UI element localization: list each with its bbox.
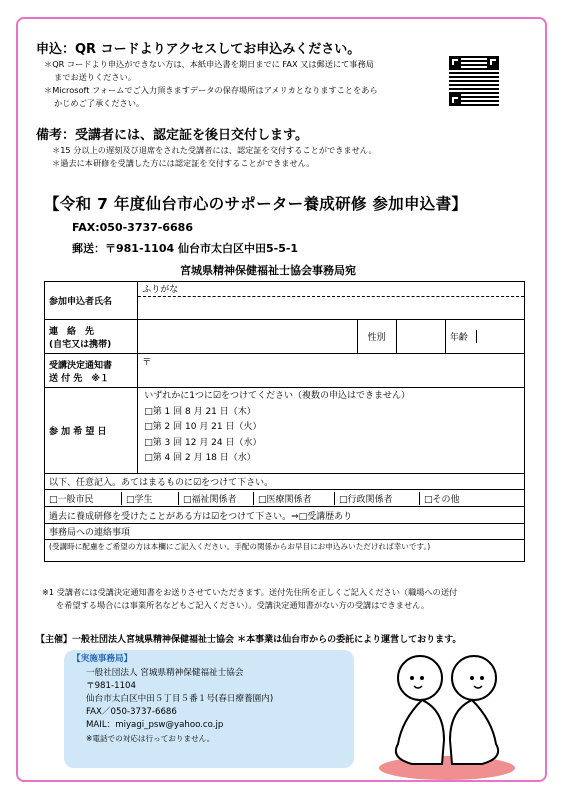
memo-label: 事務局への連絡事項 <box>45 524 525 540</box>
apply-heading: 申込：QR コードよりアクセスしてお申込みください。 <box>36 42 361 57</box>
application-form <box>44 281 525 562</box>
category-option[interactable]: □行政関係者 <box>335 492 420 505</box>
date-options <box>138 388 525 474</box>
date-instruction: いずれかに1つに☑をつけてください（複数の申込はできません） <box>144 391 410 401</box>
remark-notes: ＊15 分以上の遅刻及び退席をされた受講者には、認定証を交付することができません。 ＊過去に本研修を受講した方には認定証を交付することができません。 <box>52 145 377 168</box>
mascot-illustration <box>372 650 522 780</box>
office-box <box>64 650 354 768</box>
category-option[interactable]: □学生 <box>122 492 179 505</box>
past-experience[interactable]: 過去に養成研修を受けたことがある方は☑をつけて下さい。⇒□受講歴あり <box>45 507 525 524</box>
category-option[interactable]: □医療関係者 <box>254 492 335 505</box>
date-label: 参 加 希 望 日 <box>45 388 138 474</box>
date-option[interactable]: □第 3 回 12 月 24 日（水） <box>144 437 262 448</box>
qr-code[interactable] <box>449 56 499 106</box>
contact-label: 連 絡 先 (自宅又は携帯) <box>45 320 138 354</box>
category-option[interactable]: □福祉関係者 <box>179 492 254 505</box>
date-option[interactable]: □第 2 回 10 月 21 日（火） <box>144 422 262 432</box>
postal-field[interactable]: 〒 <box>138 354 525 388</box>
date-option[interactable]: □第 4 回 2 月 18 日（水） <box>144 453 256 463</box>
remark-heading: 備考：受講者には、認定証を後日交付します。 <box>36 128 308 143</box>
footnote: ※1 受講者には受講決定通知書をお送りさせていただきます。送付先住所を正しくご記入ください（職場への送付 を希望する場合には事業所名などもご記入ください）。受講決定通知書がない方の受講はできません。 <box>42 587 458 610</box>
name-field[interactable] <box>138 282 525 320</box>
form-title: 【令和 7 年度仙台市心のサポーター養成研修 参加申込書】 <box>44 195 468 213</box>
apply-notes: ＊QR コードより申込ができない方は、本紙申込書を期日までに FAX 又は郵送にて事務局 までお送りください。 ＊Microsoft フォームでご入力頂きますデータの保存場所はアメリカとなりますことをあら かじめご了承ください。 <box>44 59 378 108</box>
addressee: 宮城県精神保健福祉士協会事務局宛 <box>180 264 356 277</box>
category-row <box>45 490 525 507</box>
memo-field[interactable]: (受講時に配慮をご希望の方は本欄にご記入ください。手配の関係からお早目にお申込みいただければ幸いです。) <box>45 540 525 562</box>
furigana-label: ふりがな <box>138 282 524 297</box>
age-label: 年齢 <box>446 330 477 343</box>
mail-address: 郵送：〒981-1104 仙台市太白区中田5-5-1 <box>72 242 299 255</box>
send-label: 受講決定通知書 送 付 先 ※１ <box>45 354 138 388</box>
optional-instruction: 以下、任意記入。あてはまるものに☑をつけて下さい。 <box>45 474 525 490</box>
office-lines: 一般社団法人 宮城県精神保健福祉士協会 〒981-1104 仙台市太白区中田５丁目５番１号(春日療養園内) FAX／050-3737-6686 MAIL：miyagi_psw@yahoo.co.jp ※電話での対応は行っておりません。 <box>86 668 274 743</box>
fax-number: FAX:050-3737-6686 <box>72 221 193 234</box>
sponsor-line: 【主催】一般社団法人宮城県精神保健福祉士協会 ＊本事業は仙台市からの委託により運営しております。 <box>36 635 462 645</box>
contact-field[interactable] <box>138 320 357 354</box>
category-option[interactable]: □その他 <box>424 494 460 505</box>
date-option[interactable]: □第 1 回 8 月 21 日（木） <box>144 406 256 417</box>
office-email[interactable]: MAIL：miyagi_psw@yahoo.co.jp <box>86 720 224 730</box>
name-label: 参加申込者氏名 <box>45 282 138 320</box>
category-option[interactable]: □一般市民 <box>45 492 122 505</box>
age-cell[interactable] <box>445 320 524 354</box>
gender-label: 性別 <box>357 320 396 354</box>
office-label: 【実施事務局】 <box>72 654 133 664</box>
gender-field[interactable] <box>396 320 445 354</box>
